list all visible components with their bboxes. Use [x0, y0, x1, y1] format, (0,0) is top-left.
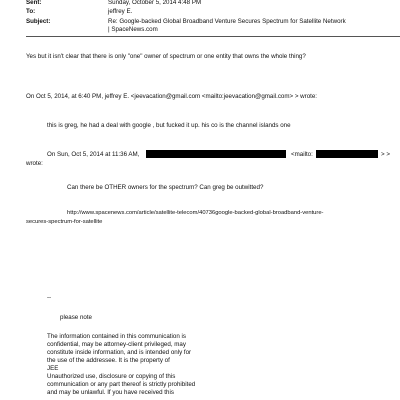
- disclaimer-line-1: The information contained in this communication is: [47, 333, 186, 340]
- quote2-close: > >: [381, 151, 390, 158]
- please-note: please note: [60, 314, 92, 321]
- quote2-question: Can there be OTHER owners for the spectrum? Can greg be outwitted?: [67, 184, 264, 191]
- to-label: To:: [26, 8, 36, 15]
- header-divider: [26, 36, 400, 37]
- article-link-line-2[interactable]: secures-spectrum-for-satellite: [26, 219, 103, 225]
- disclaimer-line-2: confidential, may be attorney-client privileged, may: [47, 341, 186, 348]
- disclaimer-line-8: and may be unlawful. If you have received this: [47, 389, 174, 396]
- quote2-mailto: <mailto:: [291, 151, 313, 158]
- disclaimer-line-5: JEE: [47, 365, 59, 372]
- sent-label: Sent:: [26, 0, 42, 6]
- subject-label: Subject:: [26, 18, 51, 25]
- sent-value: Sunday, October 5, 2014 4:48 PM: [108, 0, 202, 6]
- quote2-header-start: On Sun, Oct 5, 2014 at 11:36 AM,: [47, 151, 140, 158]
- signature-separator: --: [47, 294, 52, 301]
- to-value: jeffrey E.: [108, 8, 133, 15]
- quote1-text: this is greg, he had a deal with google , but fucked it up. his co is the channel islands one: [47, 122, 291, 129]
- subject-line-1: Re: Google-backed Global Broadband Venture Secures Spectrum for Satellite Network: [108, 18, 346, 25]
- quote2-wrote: wrote:: [26, 160, 43, 167]
- subject-line-2: | SpaceNews.com: [108, 26, 158, 33]
- disclaimer-line-7: communication or any part thereof is strictly prohibited: [47, 381, 196, 388]
- disclaimer-line-3: constitute inside information, and is intended only for: [47, 349, 192, 356]
- reply-text: Yes but it isn't clear that there is only "one" owner of spectrum or one entity that owns the whole thing?: [26, 53, 306, 60]
- disclaimer-line-4: the use of the addressee. It is the property of: [47, 357, 170, 364]
- redaction-email: [316, 150, 378, 158]
- redaction-name: [146, 150, 286, 158]
- disclaimer-line-6: Unauthorized use, disclosure or copying of this: [47, 373, 176, 380]
- quote1-header: On Oct 5, 2014, at 6:40 PM, jeffrey E. <jeevacation@gmail.com <mailto:jeevacation@gmail.com> > wrote:: [26, 93, 318, 100]
- article-link-line-1[interactable]: http://www.spacenews.com/article/satellite-telecom/40736google-backed-global-broadband-venture-: [67, 210, 324, 216]
